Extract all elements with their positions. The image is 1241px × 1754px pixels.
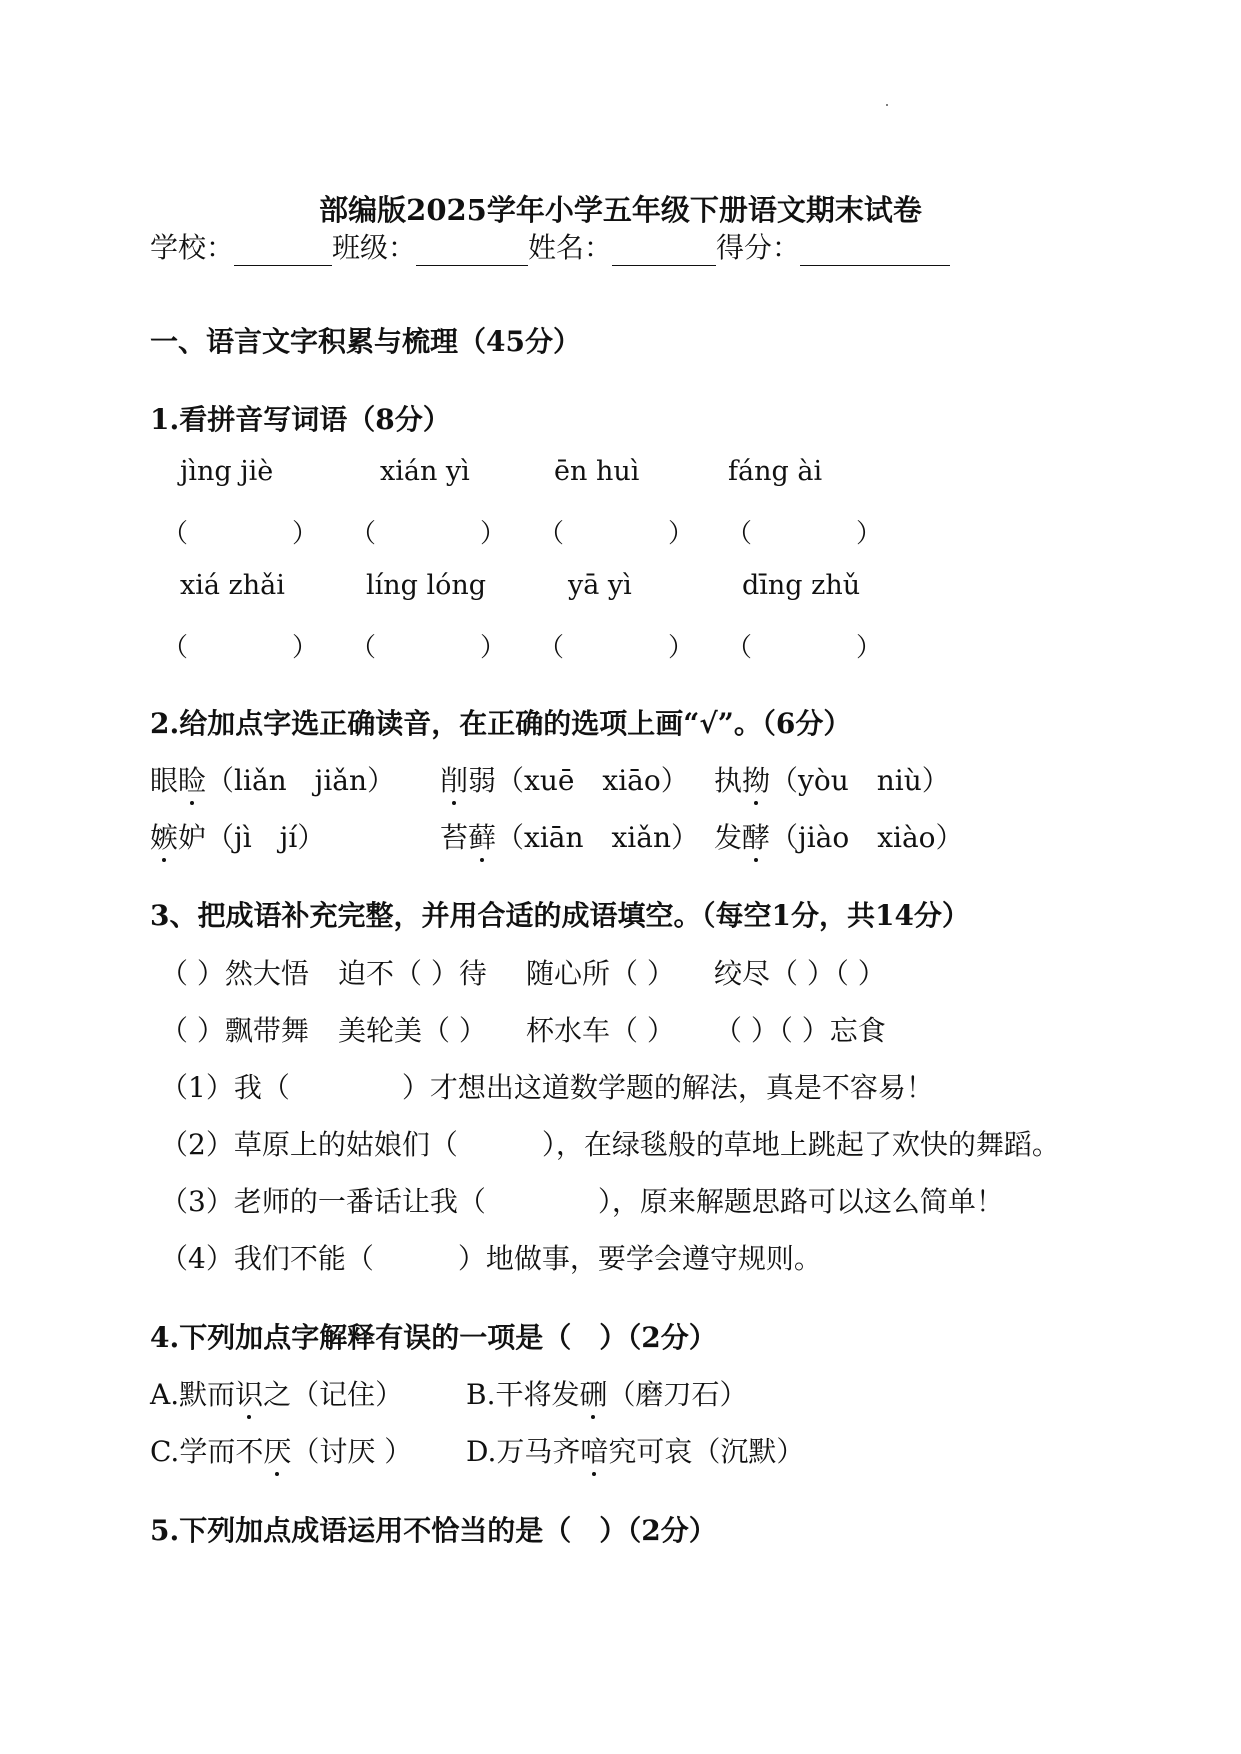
- answer-paren-open: （: [162, 633, 189, 663]
- dotted-char: 拗: [742, 759, 770, 799]
- answer-paren-open: （: [350, 633, 377, 663]
- option-text: （讨厌 ）: [291, 1435, 413, 1468]
- reading-options: （xuē xiāo）: [496, 764, 689, 797]
- dotted-char: 硎: [579, 1373, 607, 1413]
- option-text: （磨刀石）: [607, 1378, 748, 1411]
- answer-paren-close: ）: [668, 633, 695, 663]
- pinyin: xián yì: [380, 456, 470, 487]
- option-b: [466, 1373, 748, 1413]
- scan-speck: [886, 104, 888, 106]
- answer-paren-close: ）: [856, 519, 883, 549]
- reading-options: （yòu niù）: [770, 764, 950, 797]
- school-label: 学校：: [150, 231, 235, 264]
- word-char: 发: [714, 821, 743, 854]
- word-char: 妒: [178, 821, 207, 854]
- question-3-heading: 3、把成语补充完整，并用合适的成语填空。（每空1分，共14分）: [150, 899, 970, 932]
- answer-paren-close: ）: [292, 519, 319, 549]
- reading-options: （jì jí）: [206, 821, 326, 854]
- dotted-char: 厌: [263, 1430, 291, 1470]
- question-5-heading: 5.下列加点成语运用不恰当的是（ ）（2分）: [150, 1514, 717, 1547]
- answer-paren-open: （: [350, 519, 377, 549]
- answer-paren-close: ）: [856, 633, 883, 663]
- fill-sentence: （2）草原上的姑娘们（ ），在绿毯般的草地上跳起了欢快的舞蹈。: [160, 1128, 1060, 1161]
- reading-options: （xiān xiǎn）: [496, 821, 699, 854]
- word-char: 眼: [150, 764, 179, 797]
- option-text: C.学而不: [150, 1435, 264, 1468]
- idiom-item: 美轮美（ ）: [338, 1014, 487, 1047]
- fill-sentence: （4）我们不能（ ）地做事，要学会遵守规则。: [160, 1242, 822, 1275]
- word-char: 弱: [468, 764, 497, 797]
- score-blank[interactable]: [800, 235, 950, 266]
- pinyin: fáng ài: [728, 456, 823, 487]
- reading-item: [714, 759, 950, 799]
- option-text: D.万马齐: [466, 1435, 581, 1468]
- idiom-item: 迫不（ ）待: [338, 957, 487, 990]
- dotted-char: 削: [440, 759, 468, 799]
- answer-paren-close: ）: [480, 519, 507, 549]
- answer-paren-open: （: [162, 519, 189, 549]
- idiom-item: （ ）然大悟: [160, 957, 309, 990]
- word-char: 苔: [440, 821, 469, 854]
- pinyin: dīng zhǔ: [742, 570, 861, 601]
- pinyin: xiá zhǎi: [180, 570, 285, 601]
- idiom-item: （ ）飘带舞: [160, 1014, 309, 1047]
- answer-paren-close: ）: [480, 633, 507, 663]
- answer-paren-close: ）: [668, 519, 695, 549]
- option-c: [150, 1430, 412, 1470]
- option-text: 究可哀（沉默）: [608, 1435, 805, 1468]
- idiom-item: 随心所（ ）: [526, 957, 675, 990]
- option-a: [150, 1373, 403, 1413]
- reading-item: [440, 816, 699, 856]
- fill-sentence: （3）老师的一番话让我（ ），原来解题思路可以这么简单！: [160, 1185, 1004, 1218]
- class-label: 班级：: [332, 231, 417, 264]
- name-blank[interactable]: [612, 235, 716, 266]
- pinyin: líng lóng: [366, 570, 487, 601]
- dotted-char: 睑: [178, 759, 206, 799]
- answer-paren-open: （: [538, 519, 565, 549]
- answer-paren-open: （: [538, 633, 565, 663]
- question-4-heading: 4.下列加点字解释有误的一项是（ ）（2分）: [150, 1321, 717, 1354]
- answer-paren-close: ）: [292, 633, 319, 663]
- question-2-heading: 2.给加点字选正确读音，在正确的选项上画“√”。（6分）: [150, 707, 852, 740]
- dotted-char: 酵: [742, 816, 770, 856]
- name-label: 姓名：: [528, 231, 613, 264]
- score-label: 得分：: [716, 231, 801, 264]
- reading-options: （jiào xiào）: [770, 821, 964, 854]
- dotted-char: 嫉: [150, 816, 178, 856]
- fill-sentence: （1）我（ ）才想出这道数学题的解法，真是不容易！: [160, 1071, 934, 1104]
- answer-paren-open: （: [726, 519, 753, 549]
- pinyin: jìng jiè: [180, 456, 274, 487]
- idiom-item: 杯水车（ ）: [526, 1014, 675, 1047]
- option-text: 之（记住）: [263, 1378, 404, 1411]
- idiom-item: 绞尽（ ）（ ）: [714, 957, 886, 990]
- reading-item: [150, 759, 395, 799]
- idiom-item: （ ）（ ）忘食: [714, 1014, 886, 1047]
- reading-item: [714, 816, 964, 856]
- school-blank[interactable]: [234, 235, 332, 266]
- answer-paren-open: （: [726, 633, 753, 663]
- question-1-heading: 1.看拼音写词语（8分）: [150, 403, 451, 436]
- dotted-char: 藓: [468, 816, 496, 856]
- dotted-char: 识: [235, 1373, 263, 1413]
- word-char: 执: [714, 764, 743, 797]
- reading-item: [440, 759, 689, 799]
- class-blank[interactable]: [416, 235, 528, 266]
- page-title: 部编版2025学年小学五年级下册语文期末试卷: [319, 193, 922, 227]
- section-heading: 一、语言文字积累与梳理（45分）: [150, 325, 581, 358]
- dotted-char: 喑: [580, 1430, 608, 1470]
- reading-item: [150, 816, 325, 856]
- option-text: A.默而: [150, 1378, 236, 1411]
- reading-options: （liǎn jiǎn）: [206, 764, 396, 797]
- option-text: B.干将发: [466, 1378, 580, 1411]
- student-info-line: [150, 226, 950, 266]
- pinyin: yā yì: [568, 570, 632, 601]
- pinyin: ēn huì: [554, 456, 640, 487]
- option-d: [466, 1430, 804, 1470]
